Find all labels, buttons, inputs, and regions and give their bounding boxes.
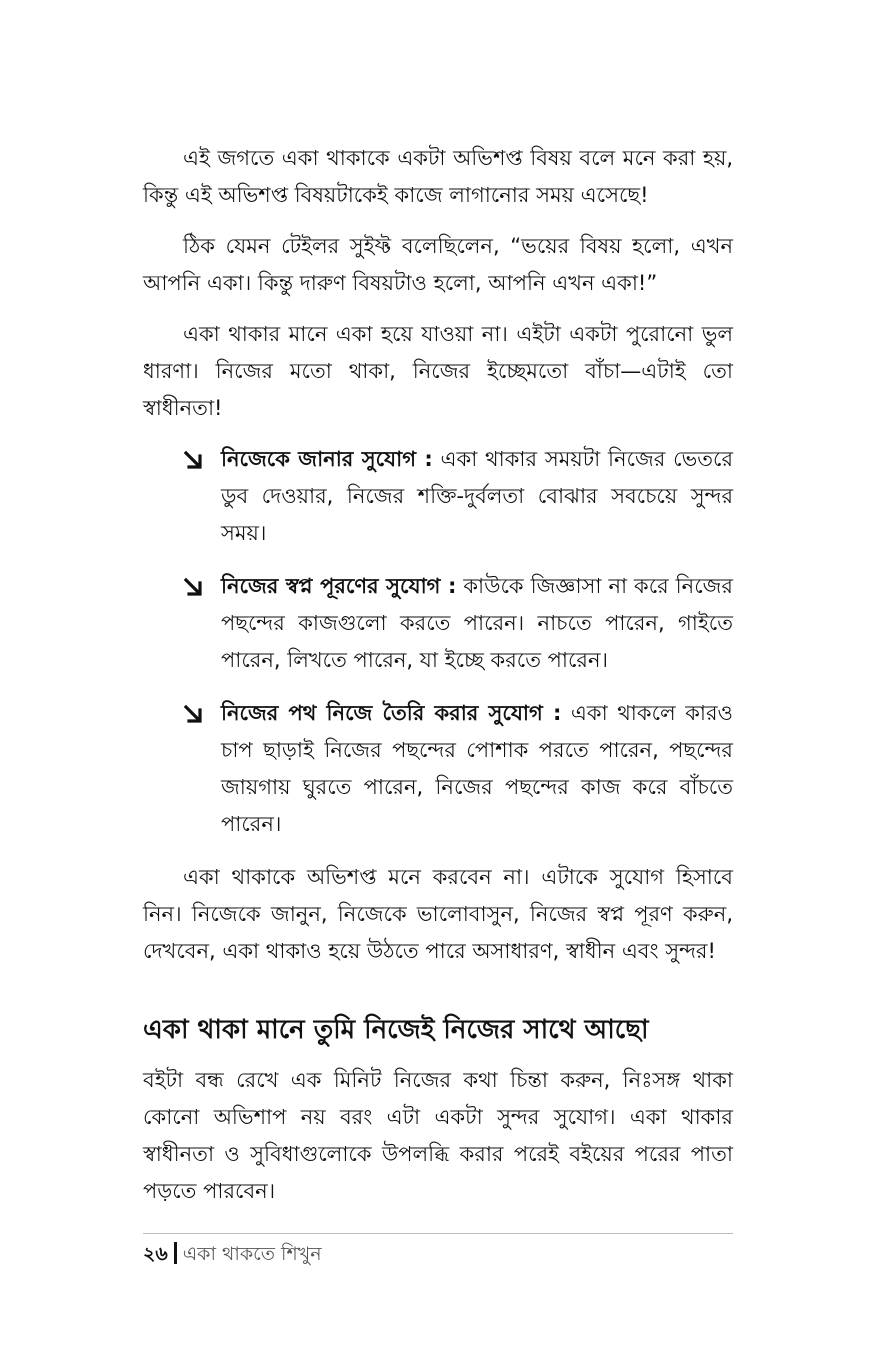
list-item [183, 695, 733, 843]
book-title: একা থাকতে শিখুন [182, 1243, 322, 1265]
section-paragraph: বইটা বন্ধ রেখে এক মিনিট নিজের কথা চিন্তা করুন, নিঃসঙ্গ থাকা কোনো অভিশাপ নয় বরং এটা একটা সুন্দর সুযোগ। একা থাকার স্বাধীনতা ও সুবিধাগুলোকে উপলব্ধি করার পরেই বইয়ের পরের পাতা পড়তে পারবেন। [143, 1068, 733, 1203]
page-number: ২৬ [143, 1243, 168, 1265]
paragraph-intro: এই জগতে একা থাকাকে একটা অভিশপ্ত বিষয় বলে মনে করা হয়, কিন্তু এই অভিশপ্ত বিষয়টাকেই কাজে লাগানোর সময় এসেছে! [143, 146, 733, 207]
paragraph-quote: ঠিক যেমন টেইলর সুইফ্ট বলেছিলেন, “ভয়ের বিষয় হলো, এখন আপনি একা। কিন্তু দারুণ বিষয়টাও হলো, আপনি এখন একা!” [143, 234, 733, 295]
page-content [143, 140, 733, 1224]
section-heading: একা থাকা মানে তুমি নিজেই নিজের সাথে আছো [143, 1015, 649, 1045]
paragraph-conclusion: একা থাকাকে অভিশপ্ত মনে করবেন না। এটাকে সুযোগ হিসাবে নিন। নিজেকে জানুন, নিজেকে ভালোবাসুন, নিজের স্বপ্ন পূরণ করুন, দেখবেন, একা থাকাও হয়ে উঠতে পারে অসাধারণ, স্বাধীন এবং সুন্দর! [143, 865, 733, 963]
list-item [183, 441, 733, 552]
bullet-title: নিজেকে জানার সুযোগ : [221, 447, 433, 471]
arrow-down-right-icon [183, 577, 205, 599]
bullet-title: নিজের স্বপ্ন পূরণের সুযোগ : [221, 574, 457, 598]
paragraph-freedom: একা থাকার মানে একা হয়ে যাওয়া না। এইটা একটা পুরোনো ভুল ধারণা। নিজের মতো থাকা, নিজের ইচ্ছেমতো বাঁচা—এটাই তো স্বাধীনতা! [143, 322, 733, 420]
page-footer [143, 1233, 733, 1268]
bullet-title: নিজের পথ নিজে তৈরি করার সুযোগ : [221, 701, 562, 725]
arrow-down-right-icon [183, 450, 205, 472]
opportunity-list [143, 441, 733, 843]
list-item [183, 568, 733, 679]
bullet-text: একা থাকার সময়টা নিজের ভেতরে ডুব দেওয়ার, নিজের শক্তি-দুর্বলতা বোঝার সবচেয়ে সুন্দর সময়। [221, 447, 733, 545]
bullet-text: কাউকে জিজ্ঞাসা না করে নিজের পছন্দের কাজগুলো করতে পারেন। নাচতে পারেন, গাইতে পারেন, লিখতে পারেন, যা ইচ্ছে করতে পারেন। [221, 574, 733, 672]
arrow-down-right-icon [183, 704, 205, 726]
bullet-text: একা থাকলে কারও চাপ ছাড়াই নিজের পছন্দের পোশাক পরতে পারেন, পছন্দের জায়গায় ঘুরতে পারেন, নিজের পছন্দের কাজ করে বাঁচতে পারেন। [221, 701, 733, 836]
footer-divider [174, 1242, 177, 1264]
